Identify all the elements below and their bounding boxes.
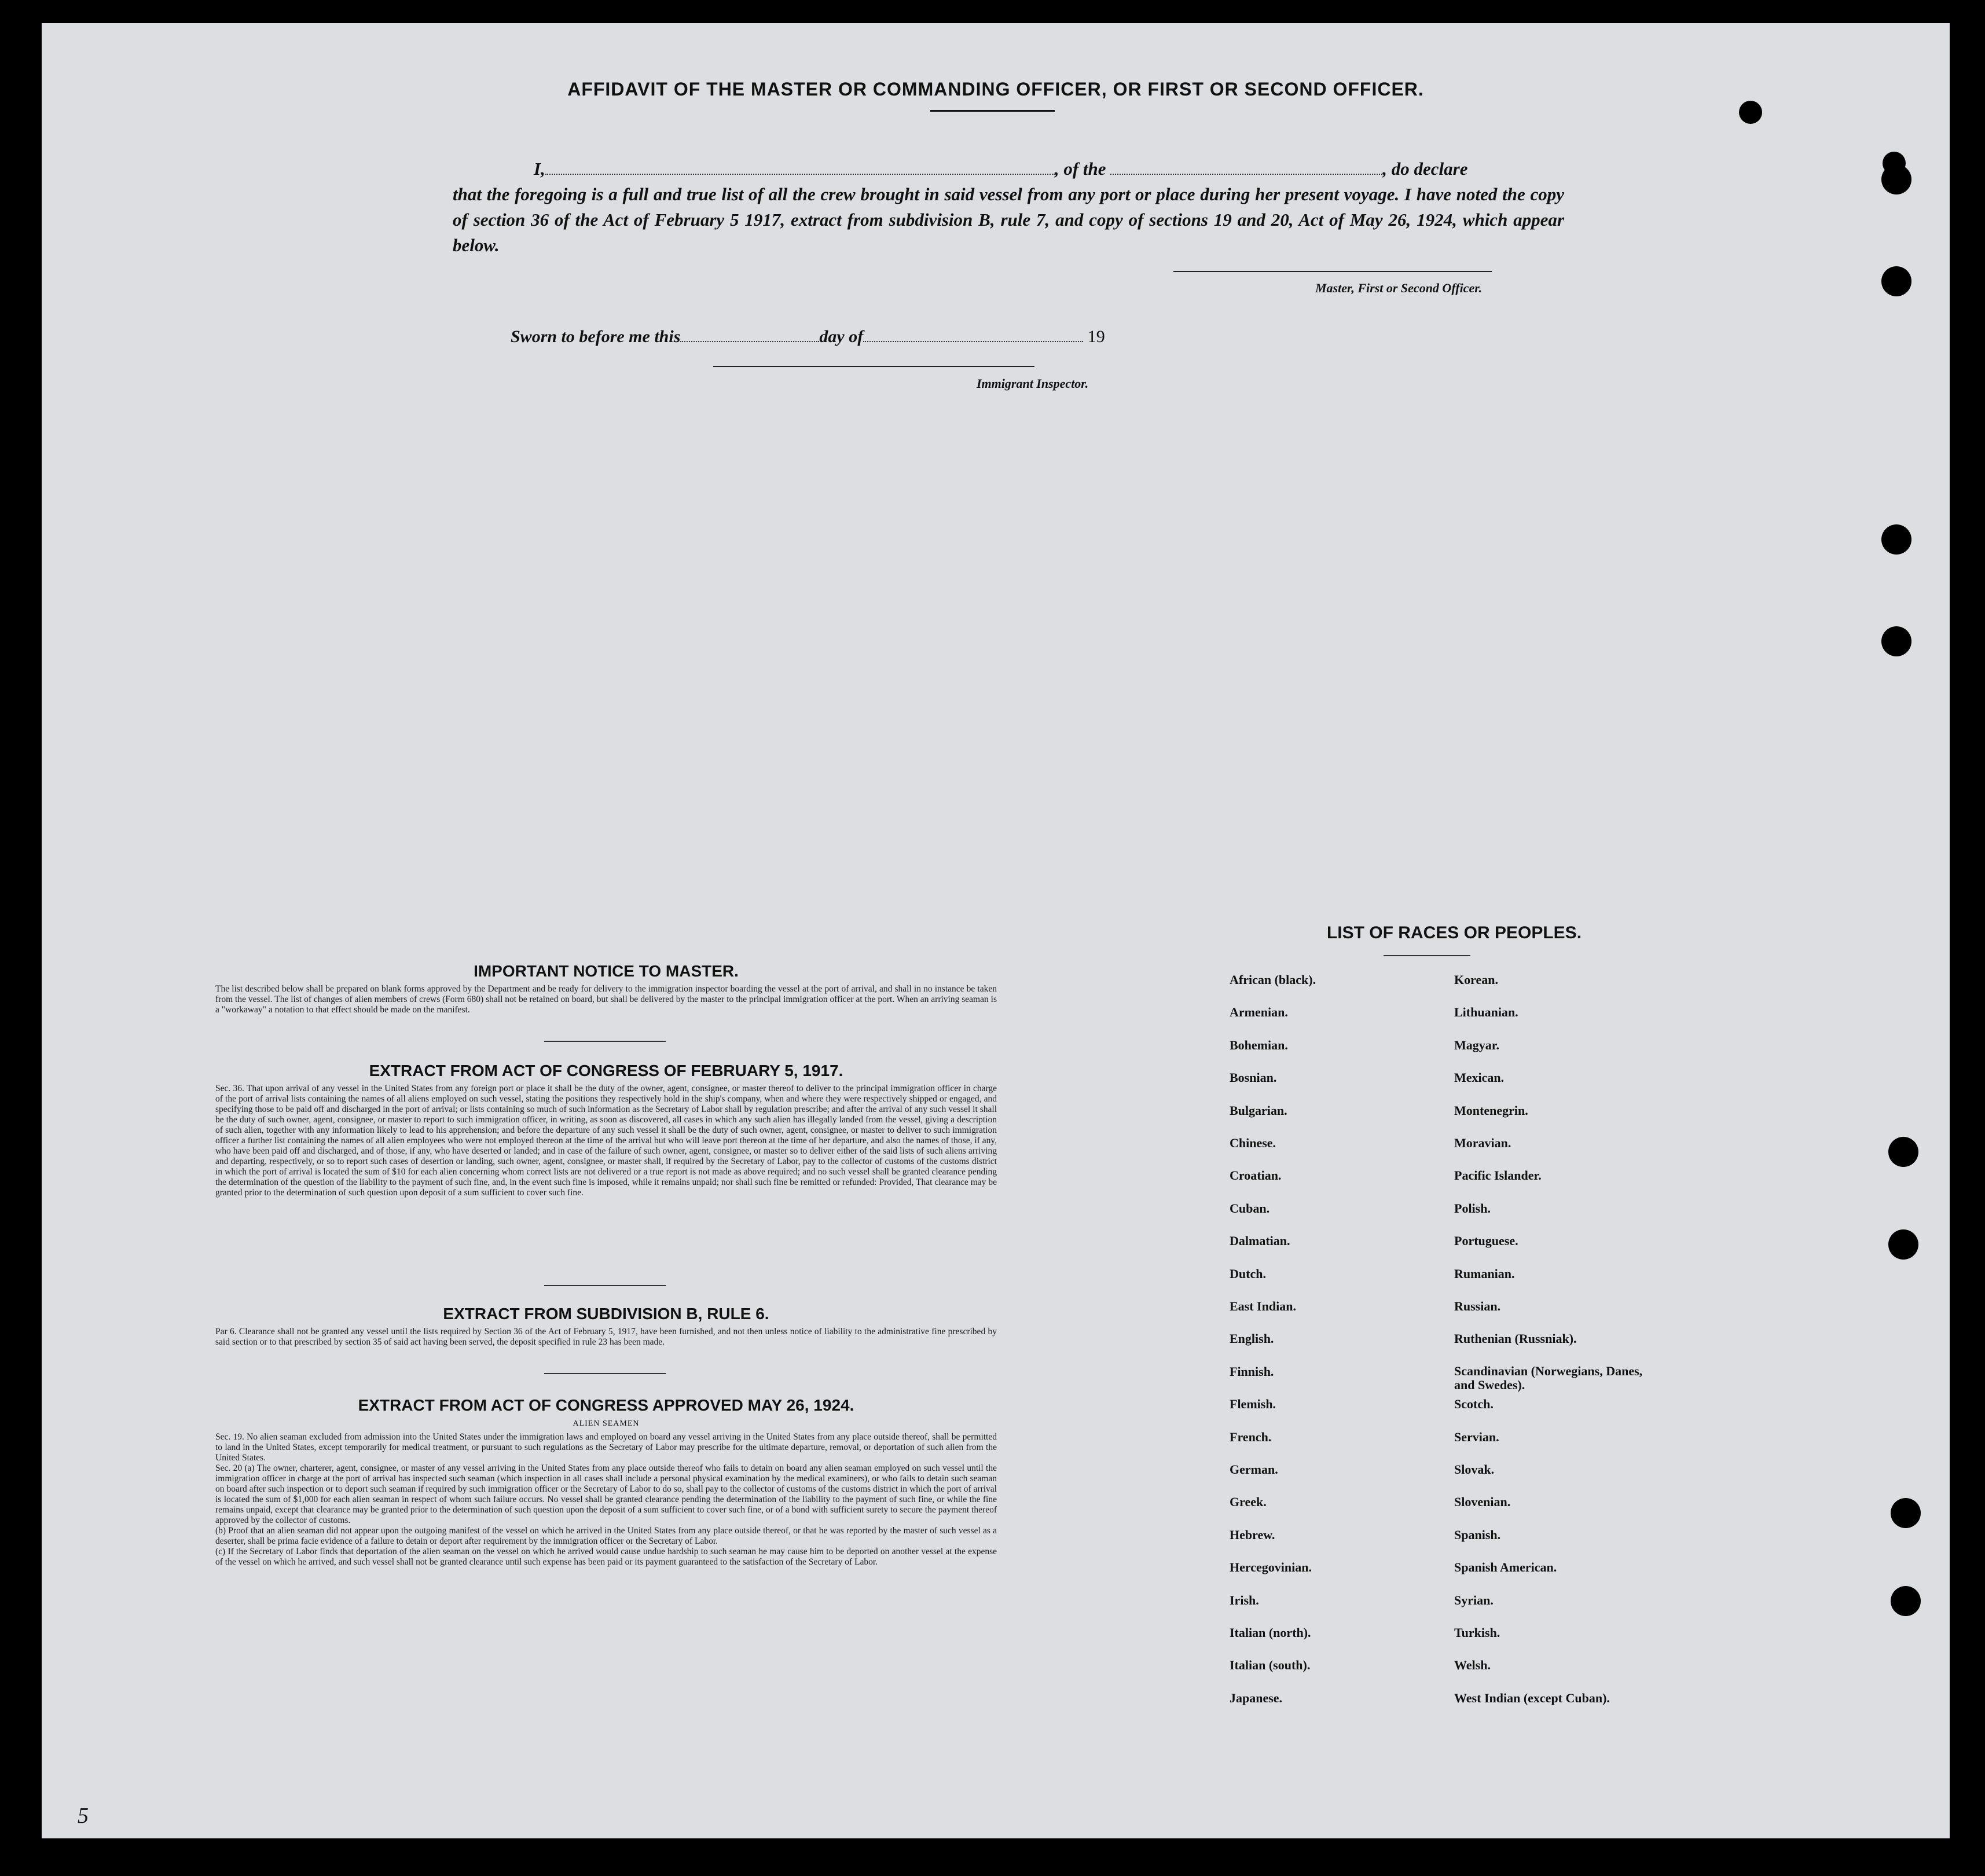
race-item: Russian. bbox=[1454, 1299, 1501, 1313]
extract-1924-title: EXTRACT FROM ACT OF CONGRESS APPROVED MAY 26, 1924. bbox=[358, 1396, 854, 1414]
race-item: Spanish American. bbox=[1454, 1560, 1557, 1575]
race-item: Chinese. bbox=[1230, 1136, 1276, 1150]
subdivision-title: EXTRACT FROM SUBDIVISION B, RULE 6. bbox=[443, 1305, 769, 1323]
divider-2 bbox=[544, 1285, 666, 1286]
master-signature-line[interactable] bbox=[1173, 271, 1492, 272]
race-item: French. bbox=[1230, 1429, 1272, 1444]
title-underline bbox=[930, 110, 1055, 112]
punch-hole bbox=[1881, 164, 1911, 194]
race-item: Croatian. bbox=[1230, 1168, 1282, 1183]
race-item: Bohemian. bbox=[1230, 1037, 1288, 1052]
race-item: Finnish. bbox=[1230, 1364, 1274, 1379]
race-item: Hercegovinian. bbox=[1230, 1560, 1312, 1575]
race-item: African (black). bbox=[1230, 972, 1316, 987]
race-item: German. bbox=[1230, 1462, 1278, 1477]
race-item: Moravian. bbox=[1454, 1136, 1511, 1150]
race-item: Turkish. bbox=[1454, 1625, 1500, 1640]
inspector-signature-label: Immigrant Inspector. bbox=[977, 376, 1089, 391]
name-blank[interactable] bbox=[545, 173, 1055, 175]
vessel-blank[interactable] bbox=[1110, 173, 1382, 175]
race-item: Hebrew. bbox=[1230, 1527, 1275, 1542]
race-item: Flemish. bbox=[1230, 1397, 1276, 1412]
race-item: Syrian. bbox=[1454, 1592, 1494, 1607]
declaration-of-the: , of the bbox=[1054, 159, 1106, 179]
punch-hole bbox=[1739, 101, 1762, 124]
race-item: Korean. bbox=[1454, 972, 1498, 987]
race-item: Armenian. bbox=[1230, 1005, 1288, 1020]
declaration-first-line bbox=[453, 156, 1564, 182]
race-item: Mexican. bbox=[1454, 1070, 1505, 1085]
race-item: Italian (south). bbox=[1230, 1658, 1311, 1673]
race-item: Bulgarian. bbox=[1230, 1103, 1287, 1118]
race-item: Slovenian. bbox=[1454, 1495, 1511, 1510]
declaration-i: I, bbox=[534, 159, 545, 179]
race-item: English. bbox=[1230, 1331, 1274, 1346]
race-item: Irish. bbox=[1230, 1592, 1259, 1607]
sworn-year: 19 bbox=[1087, 327, 1105, 346]
subdivision-text: Par 6. Clearance shall not be granted any vessel until the lists required by Section 36 of the Act of February 5, 1917, have been furnished, and not then unless notice of liability to the administrative fine prescribed by said section or to that prescribed by section 35 of said act having been served, the deposit specified in rule 23 has been made. bbox=[215, 1327, 997, 1347]
sworn-day-of: day of bbox=[819, 327, 864, 346]
race-item: Welsh. bbox=[1454, 1658, 1491, 1673]
notice-title: IMPORTANT NOTICE TO MASTER. bbox=[474, 962, 739, 980]
race-item: Greek. bbox=[1230, 1495, 1267, 1510]
race-item: Cuban. bbox=[1230, 1201, 1270, 1216]
sworn-prefix: Sworn to before me this bbox=[511, 327, 681, 346]
race-item: Ruthenian (Russniak). bbox=[1454, 1331, 1577, 1346]
sworn-line bbox=[511, 327, 1105, 347]
race-item: Pacific Islander. bbox=[1454, 1168, 1542, 1183]
race-item: Rumanian. bbox=[1454, 1266, 1515, 1281]
punch-hole bbox=[1881, 524, 1911, 555]
sec-19-paragraph: Sec. 19. No alien seaman excluded from admission into the United States under the immigration laws and employed on board any vessel arriving in the United States from any place outside thereof, shall be permitted to land in the United States, except temporarily for medical treatment, or pursuant to such regulations as the Secretary of Labor may prescribe for the ultimate departure, removal, or deportation of such alien from the United States. bbox=[215, 1432, 997, 1463]
declaration-body: that the foregoing is a full and true list of all the crew brought in said vessel from any port or place during her present voyage. I have noted the copy of section 36 of the Act of February 5 1917, extract from subdivision B, rule 7, and copy of sections 19 and 20, Act of May 26, 1924, which appear below. bbox=[453, 184, 1564, 255]
sec-20a-paragraph: Sec. 20 (a) The owner, charterer, agent, consignee, or master of any vessel arriving in the United States from any place outside thereof who fails to detain on board any alien seaman employed on such vessel until the immigration officer in charge at the port of arrival has inspected such seaman (which inspection in all cases shall include a personal physical examination by the medical examiners), or who fails to detain such seaman on board after such inspection or to deport such seaman if required by such immigration officer or the Secretary of Labor to do so, shall pay to the collector of customs of the customs district in which the port of arrival is located the sum of $1,000 for each alien seaman in respect of whom such failure occurs. No vessel shall be granted clearance pending the determination of the liability to the payment of such fine, or while the fine remains unpaid, except that clearance may be granted prior to the determination of such question upon the deposit of a sum sufficient to cover such fine, or of a bond with sufficient surety to secure the payment thereof approved by the collector of customs. bbox=[215, 1463, 997, 1525]
punch-hole bbox=[1888, 1229, 1918, 1260]
extract-1924-subtitle: ALIEN SEAMEN bbox=[573, 1419, 640, 1428]
affidavit-declaration bbox=[453, 156, 1564, 258]
races-title: LIST OF RACES OR PEOPLES. bbox=[1326, 923, 1582, 942]
punch-hole bbox=[1888, 1137, 1918, 1167]
margin-mark: 5 bbox=[78, 1804, 89, 1828]
race-item: Lithuanian. bbox=[1454, 1005, 1518, 1020]
race-item: West Indian (except Cuban). bbox=[1454, 1690, 1610, 1705]
race-item: Montenegrin. bbox=[1454, 1103, 1528, 1118]
sec-20c-paragraph: (c) If the Secretary of Labor finds that deportation of the alien seaman on the vessel on which he arrived would cause undue hardship to such seaman he may cause him to be deported on another vessel at the expense of the vessel on which he arrived, and such vessel shall not be granted clearance until such expense has been paid or its payment guaranteed to the satisfaction of the Secretary of Labor. bbox=[215, 1547, 997, 1567]
inspector-signature-line[interactable] bbox=[713, 366, 1034, 367]
extract-1917-title: EXTRACT FROM ACT OF CONGRESS OF FEBRUARY 5, 1917. bbox=[369, 1062, 843, 1080]
affidavit-title: AFFIDAVIT OF THE MASTER OR COMMANDING OFFICER, OR FIRST OR SECOND OFFICER. bbox=[567, 79, 1424, 100]
sec-20b-paragraph: (b) Proof that an alien seaman did not appear upon the outgoing manifest of the vessel on which he arrived in the United States from any place outside thereof, or that he was reported by the master of such vessel as a deserter, shall be prima facie evidence of a failure to detain or deport after requirement by the immigration officer or the Secretary of Labor. bbox=[215, 1526, 997, 1546]
race-item: Slovak. bbox=[1454, 1462, 1495, 1477]
master-signature-label: Master, First or Second Officer. bbox=[1315, 281, 1483, 295]
race-item: Magyar. bbox=[1454, 1037, 1500, 1052]
race-item: Bosnian. bbox=[1230, 1070, 1277, 1085]
notice-text: The list described below shall be prepared on blank forms approved by the Department and be ready for delivery to the immigration inspector boarding the vessel at the port of arrival, and shall in no instance be taken from the vessel. The list of changes of alien members of crews (Form 680) shall not be retained on board, but shall be delivered by the master to the principal immigration officer at the port. When an arriving seaman is a "workaway" a notation to that effect should be made on the manifest. bbox=[215, 984, 997, 1015]
punch-hole bbox=[1891, 1498, 1921, 1528]
race-item: Scandinavian (Norwegians, Danes, and Swedes). bbox=[1454, 1363, 1643, 1392]
race-item: Scotch. bbox=[1454, 1397, 1494, 1412]
race-item: Spanish. bbox=[1454, 1527, 1501, 1542]
race-item: Portuguese. bbox=[1454, 1233, 1518, 1249]
punch-hole bbox=[1881, 626, 1911, 656]
divider-1 bbox=[544, 1041, 666, 1042]
punch-hole bbox=[1891, 1586, 1921, 1616]
extract-1924-paragraphs bbox=[215, 1432, 997, 1567]
race-item: East Indian. bbox=[1230, 1299, 1296, 1313]
race-item: Japanese. bbox=[1230, 1690, 1283, 1705]
sworn-month-blank[interactable] bbox=[863, 340, 1083, 342]
race-item: Polish. bbox=[1454, 1201, 1491, 1216]
races-underline bbox=[1384, 955, 1470, 956]
sworn-day-blank[interactable] bbox=[680, 340, 819, 342]
divider-3 bbox=[544, 1373, 666, 1374]
race-item: Dalmatian. bbox=[1230, 1233, 1290, 1249]
race-item: Servian. bbox=[1454, 1429, 1499, 1444]
document-page bbox=[42, 23, 1950, 1838]
race-item: Italian (north). bbox=[1230, 1625, 1311, 1640]
race-item: Dutch. bbox=[1230, 1266, 1266, 1281]
extract-1917-text: Sec. 36. That upon arrival of any vessel in the United States from any foreign port or place it shall be the duty of the owner, agent, consignee, or master thereof to deliver to the principal immigration officer in charge of the port of arrival lists containing the names of all aliens employed on such vessel, stating the positions they respectively hold in the ship's company, when and where they were respectively shipped or engaged, and specifying those to be paid off and discharged in the port of arrival; or lists containing so much of such information as the Secretary of Labor shall by regulation prescribe; and after the arrival of any such vessel it shall be the duty of such owner, agent, consignee, or master to report to such immigration officer, in writing, as soon as discovered, all cases in which any such alien has illegally landed from the vessel, giving a description of such alien, together with any information likely to lead to his apprehension; and before the departure of any such vessel it shall be the duty of such owner, agent, consignee, or master to deliver to such immigration officer a further list containing the names of all alien employees who were not employed thereon at the time of the arrival but who will leave port thereon at the time of her departure, and also the names of those, if any, who have been paid off and discharged, and of those, if any, who have deserted or landed; and in case of the failure of such owner, agent, consignee, or master so to deliver either of the said lists of such aliens arriving and departing, respectively, or so to report such cases of desertion or landing, such owner, agent, consignee, or master shall, if required by the Secretary of Labor, pay to the collector of customs of the customs district in which the port of arrival is located the sum of $10 for each alien concerning whom correct lists are not delivered or a true report is not made as above required; and no such vessel shall be granted clearance pending the determination of the question of the liability to the payment of such fine, and, in the event such fine is imposed, while it remains unpaid; nor shall such fine be remitted or refunded: Provided, That clearance may be granted prior to the determination of such question upon deposit of a sum sufficient to cover such fine. bbox=[215, 1084, 997, 1198]
declaration-declare: , do declare bbox=[1382, 159, 1468, 179]
punch-hole bbox=[1881, 266, 1911, 296]
